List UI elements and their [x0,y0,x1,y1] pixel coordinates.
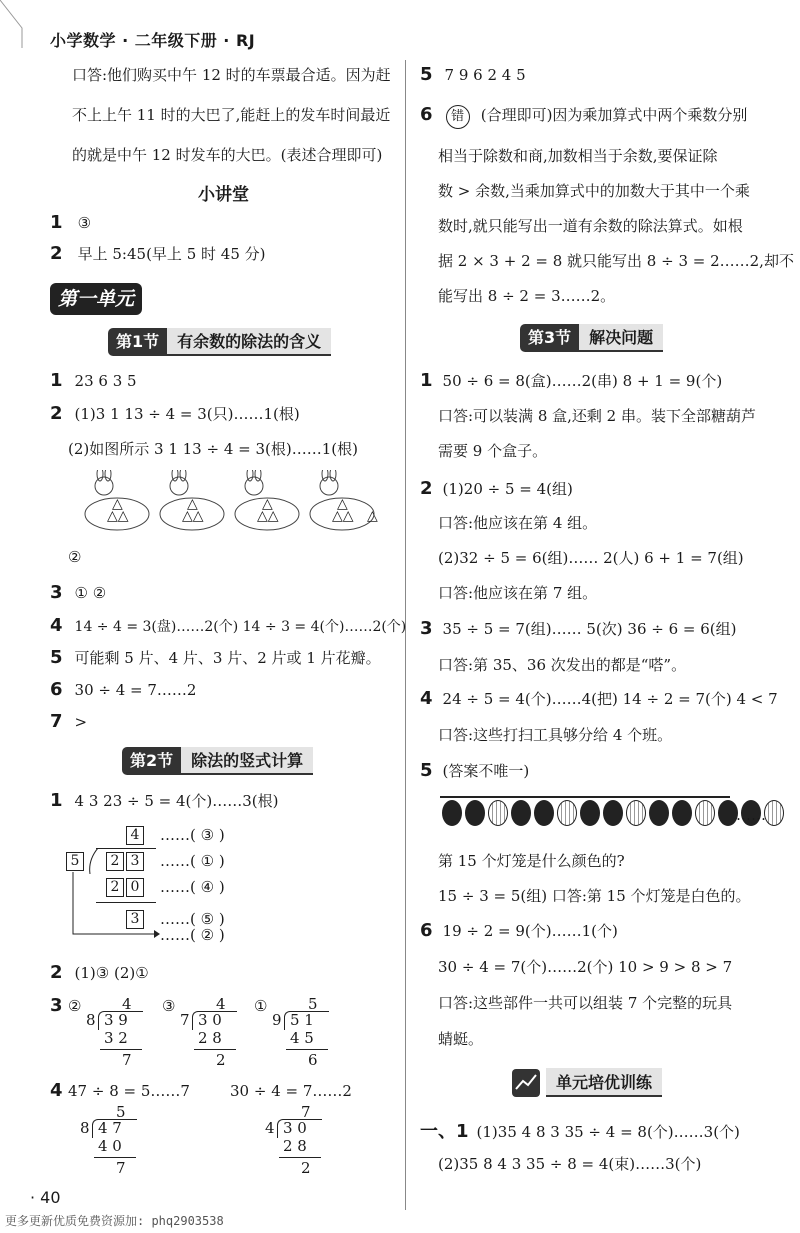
item-number: 5 [420,760,433,781]
remainder: 2 [301,1159,311,1177]
item-number: 7 [50,711,63,732]
answer-text: 口答:可以装满 8 盒,还剩 2 串。装下全部糖葫芦 [438,407,756,425]
item-text: ③ [77,214,92,232]
item-number: 3 [420,618,433,639]
answer-row [420,920,618,941]
lecture-title: 小讲堂 [198,185,249,205]
item-text: 14 ÷ 4 = 3(盘)……2(个) 14 ÷ 3 = 4(个)……2(个) [74,619,407,635]
item-text: 4 3 23 ÷ 5 = 4(个)……3(根) [74,792,279,810]
remainder: 2 [216,1051,226,1069]
dividend: 3 0 [198,1011,222,1029]
answer-text: 能写出 8 ÷ 2 = 3……2。 [438,287,616,305]
answer-text: 第 15 个灯笼是什么颜色的? [438,852,625,870]
lantern-icon [603,800,623,826]
mistake-badge: 错 [446,105,470,129]
lantern-string [440,796,730,798]
product: 3 2 [104,1029,128,1047]
quotient: 5 [116,1103,126,1121]
long-division [86,995,146,1075]
answer-text: 口答:这些部件一共可以组装 7 个完整的玩具 [438,994,733,1012]
answer-row [420,370,722,391]
item-text: (1)35 4 8 3 35 ÷ 4 = 8(个)……3(个) [476,1123,740,1141]
division-line [94,1157,136,1158]
division-bracket [192,1011,237,1030]
answer-text: 口答:这些打扫工具够分给 4 个班。 [438,726,673,744]
item-text: (1)20 ÷ 5 = 4(组) [442,480,573,498]
lantern-icon [465,800,485,826]
item-text: (1)3 1 13 ÷ 4 = 3(只)……1(根) [74,405,300,423]
boxed-long-division [60,822,260,952]
divisor: 9 [272,1011,282,1029]
lecture-item [50,212,91,233]
answer-text: (2)如图所示 3 1 13 ÷ 4 = 3(根)……1(根) [68,440,358,458]
page-corner-decoration [0,0,30,48]
item-text: 7 9 6 2 4 5 [444,66,526,84]
answer-row [50,711,87,732]
section-title: 解决问题 [579,324,663,352]
product-digit-box: 2 [106,878,124,897]
choice-mark: ① [254,997,268,1015]
footer-watermark: 更多更新优质免费资源加: phq2903538 [5,1214,224,1228]
quotient: 5 [308,995,318,1013]
dividend: 4 7 [98,1119,122,1137]
division-bracket [98,1011,143,1030]
dividend: 5 1 [290,1011,314,1029]
answer-text: 相当于除数和商,加数相当于余数,要保证除 [438,147,718,165]
section-tag: 第2节 [122,747,181,775]
answer-text: 30 ÷ 4 = 7(个)……2(个) 10 > 9 > 8 > 7 [438,958,733,976]
item-number: 1 [50,370,63,391]
answer-text: 15 ÷ 3 = 5(组) 口答:第 15 个灯笼是白色的。 [438,887,751,905]
remainder: 7 [122,1051,132,1069]
ellipsis: …… [736,806,766,824]
page-header: 小学数学 · 二年级下册 · RJ [50,31,256,50]
divisor: 4 [265,1119,275,1137]
product: 2 8 [283,1137,307,1155]
item-text: 早上 5:45(早上 5 时 45 分) [77,245,266,263]
item-number: 一、1 [420,1121,469,1142]
division-line [96,848,156,849]
choice-mark: ② [68,997,82,1015]
lecture-item [50,243,266,264]
item-text: (合理即可)因为乘加算式中两个乘数分别 [480,106,748,124]
item-number: 4 [50,615,63,636]
svg-text:△: △ [262,496,273,512]
svg-text:△△: △△ [182,508,204,524]
answer-row [420,104,747,129]
answer-row [50,370,137,391]
item-text: 23 6 3 5 [74,372,137,390]
answer-text: 30 ÷ 4 = 7……2 [230,1082,352,1100]
long-division [265,1103,325,1183]
svg-text:△△: △△ [332,508,354,524]
item-number: 2 [50,403,63,424]
item-number: 2 [50,243,63,264]
item-number: 3 [50,995,63,1016]
item-number: 1 [50,790,63,811]
item-number: 1 [50,212,63,233]
answer-row [50,582,106,603]
answer-row [50,790,279,811]
section-title: 有余数的除法的含义 [167,328,331,356]
item-number: 4 [50,1080,63,1101]
item-number: 6 [420,920,433,941]
rabbit-carrot-illustration [82,470,392,532]
division-bracket [92,1119,137,1138]
item-number: 4 [420,688,433,709]
svg-text:△: △ [187,496,198,512]
division-bracket [284,1011,329,1030]
remainder-box: 3 [126,910,144,929]
answer-row [420,1117,740,1143]
item-number: 6 [50,679,63,700]
svg-text:△: △ [367,508,378,524]
division-bracket-icon [86,848,100,874]
long-division [272,995,332,1075]
division-line [286,1049,328,1050]
training-title: 单元培优训练 [546,1068,662,1097]
item-text: > [74,713,88,731]
section-tag: 第3节 [520,324,579,352]
division-line [194,1049,236,1050]
division-label: ……( ③ ) [160,826,225,844]
section-tag: 第1节 [108,328,167,356]
intro-line-2: 不上上午 11 时的大巴了,能赶上的发车时间最近 [72,106,391,124]
dividend-digit-box: 2 [106,852,124,871]
unit-title: 第一单元 [50,283,142,315]
lantern-icon [695,800,715,826]
training-header [512,1068,662,1097]
answer-text: 口答:他应该在第 4 组。 [438,514,598,532]
answer-text: 需要 9 个盒子。 [438,442,548,460]
svg-text:△: △ [337,496,348,512]
answer-row [420,760,529,781]
product: 2 8 [198,1029,222,1047]
division-line [100,1049,142,1050]
answer-text: 47 ÷ 8 = 5……7 [68,1082,190,1100]
answer-text: 数 > 余数,当乘加算式中的加数大于其中一个乘 [438,182,750,200]
item-number: 6 [420,104,433,125]
division-label: ……( ② ) [160,926,225,944]
quotient-box: 4 [126,826,144,845]
product: 4 5 [290,1029,314,1047]
svg-text:△△: △△ [257,508,279,524]
item-number: 1 [420,370,433,391]
section-title: 除法的竖式计算 [181,747,313,775]
answer-text: (2)32 ÷ 5 = 6(组)…… 2(人) 6 + 1 = 7(组) [438,549,744,567]
remainder: 7 [116,1159,126,1177]
answer-row [50,679,196,700]
item-number: 2 [420,478,433,499]
answer-text: ② [68,548,82,566]
lantern-icon [626,800,646,826]
divisor: 7 [180,1011,190,1029]
lantern-icon [534,800,554,826]
answer-row [420,688,778,709]
quotient: 4 [216,995,226,1013]
remainder: 6 [308,1051,318,1069]
item-text: 35 ÷ 5 = 7(组)…… 5(次) 36 ÷ 6 = 6(组) [442,620,737,638]
division-bracket [277,1119,322,1138]
lantern-icon [672,800,692,826]
lantern-icon [580,800,600,826]
long-division [80,1103,140,1183]
divisor: 8 [86,1011,96,1029]
answer-text: 蜻蜓。 [438,1030,484,1048]
lantern-icon [718,800,738,826]
item-text: ① ② [74,584,107,602]
item-text: 19 ÷ 2 = 9(个)……1(个) [442,922,618,940]
chart-trend-icon [512,1069,540,1097]
product: 4 0 [98,1137,122,1155]
dividend-digit-box: 3 [126,852,144,871]
item-text: (答案不唯一) [442,762,530,780]
long-division [180,995,240,1075]
divisor: 8 [80,1119,90,1137]
svg-text:△: △ [112,496,123,512]
quotient: 7 [301,1103,311,1121]
answer-text: 口答:第 35、36 次发出的都是“嗒”。 [438,656,687,674]
intro-line-1: 口答:他们购买中午 12 时的车票最合适。因为赶 [72,66,391,84]
division-label: ……( ④ ) [160,878,225,896]
answer-row [420,64,526,85]
division-line [279,1157,321,1158]
lantern-icon [488,800,508,826]
item-text: (1)③ (2)① [74,964,149,982]
answer-row [50,403,300,424]
arrow-icon [70,872,160,940]
answer-text: 据 2 × 3 + 2 = 8 就只能写出 8 ÷ 3 = 2……2,却不 [438,252,794,270]
section-1-header [108,328,331,356]
answer-row [50,647,381,668]
answer-text: 数时,就只能写出一道有余数的除法算式。如根 [438,217,743,235]
lantern-icon [511,800,531,826]
item-text: 30 ÷ 4 = 7……2 [74,681,197,699]
lantern-icon [557,800,577,826]
product-digit-box: 0 [126,878,144,897]
answer-row [420,478,573,499]
item-text: 50 ÷ 6 = 8(盒)……2(串) 8 + 1 = 9(个) [442,372,723,390]
lantern-icon [764,800,784,826]
lantern-icon [649,800,669,826]
answer-row [50,615,406,636]
section-3-header [520,324,663,352]
item-number: 5 [420,64,433,85]
svg-text:△△: △△ [107,508,129,524]
item-number: 2 [50,962,63,983]
division-label: ……( ① ) [160,852,225,870]
section-2-header [122,747,313,775]
answer-row [420,618,737,639]
dividend: 3 0 [283,1119,307,1137]
lantern-icon [442,800,462,826]
answer-text: 口答:他应该在第 7 组。 [438,584,598,602]
answer-row [50,962,149,983]
intro-line-3: 的就是中午 12 时发车的大巴。(表述合理即可) [72,146,383,164]
choice-mark: ③ [162,997,176,1015]
item-text: 可能剩 5 片、4 片、3 片、2 片或 1 片花瓣。 [74,649,381,667]
item-number: 5 [50,647,63,668]
divisor-box: 5 [66,852,84,871]
item-number: 3 [50,582,63,603]
division-label: ……( ⑤ ) [160,910,225,928]
item-text: 24 ÷ 5 = 4(个)……4(把) 14 ÷ 2 = 7(个) 4 < 7 [442,690,778,708]
dividend: 3 9 [104,1011,128,1029]
page-number: · 40 [30,1188,61,1207]
answer-text: (2)35 8 4 3 35 ÷ 8 = 4(束)……3(个) [438,1155,702,1173]
quotient: 4 [122,995,132,1013]
